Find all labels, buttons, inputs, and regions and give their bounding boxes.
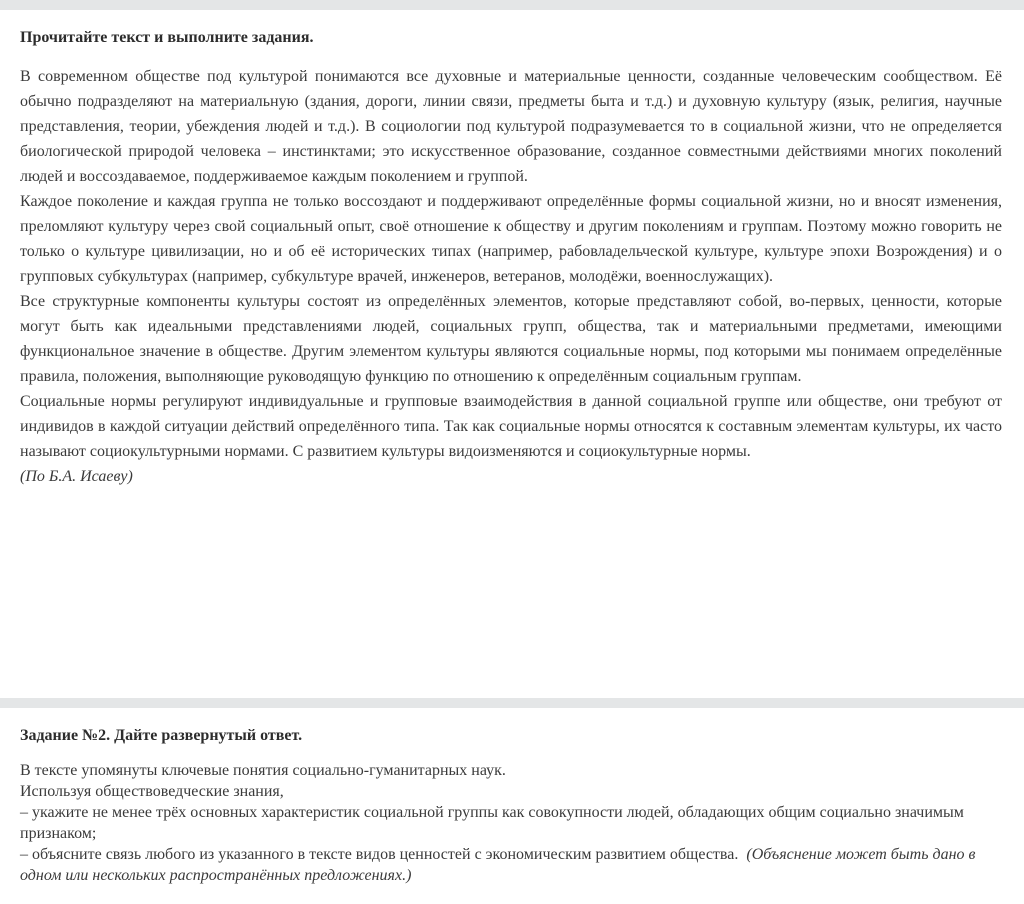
task-line bbox=[20, 844, 1002, 886]
task-note: (Объяснение может быть дано в одном или нескольких распространённых предложениях.) bbox=[20, 846, 976, 884]
reading-instruction: Прочитайте текст и выполните задания. bbox=[20, 29, 314, 46]
passage-paragraph: В современном обществе под культурой понимаются все духовные и материальные ценности, созданные человеческим сообществом. Её обычно подразделяют на материальную (здания, дороги, линии связи, предметы быта и т.д.) и духовную культуру (язык, религия, научные представления, теории, убеждения людей и т.д.). В социологии под культурой подразумевается то в социальной жизни, что не определяется биологической природой человека – инстинктами; это искусственное образование, созданное совместными действиями многих поколений людей и воссоздаваемое, поддерживаемое каждым поколением и группой. bbox=[20, 68, 1002, 185]
task-title: Задание №2. Дайте развернутый ответ. bbox=[20, 727, 303, 744]
passage-paragraph: Каждое поколение и каждая группа не только воссоздают и поддерживают определённые формы социальной жизни, но и вносят изменения, преломляют культуру через свой социальный опыт, своё отношение к обществу и другим поколениям и группам. Поэтому можно говорить не только о культуре цивилизации, но и об её исторических типах (например, рабовладельческой культуре, культуре эпохи Возрождения) и о групповых субкультурах (например, субкультуре врачей, инженеров, ветеранов, молодёжи, военнослужащих). bbox=[20, 193, 1002, 285]
passage-paragraph: Все структурные компоненты культуры состоят из определённых элементов, которые представляют собой, во-первых, ценности, которые могут быть как идеальными представлениями людей, социальных групп, общества, так и материальными предметами, имеющими функциональное значение в обществе. Другим элементом культуры являются социальные нормы, под которыми мы понимаем определённые правила, положения, выполняющие руководящую функцию по отношению к определённым социальным группам. bbox=[20, 293, 1002, 385]
section-divider-bar bbox=[0, 698, 1024, 708]
reading-passage bbox=[20, 64, 1002, 489]
passage-paragraph: Социальные нормы регулируют индивидуальные и групповые взаимодействия в данной социальной группе или обществе, они требуют от индивидов в каждой ситуации действий определённого типа. Так как социальные нормы относятся к составным элементам культуры, их часто называют социокультурными нормами. С развитием культуры видоизменяются и социокультурные нормы. bbox=[20, 393, 1002, 460]
top-divider-bar bbox=[0, 0, 1024, 10]
task-instructions bbox=[20, 760, 1002, 886]
task-line-text: – объясните связь любого из указанного в тексте видов ценностей с экономическим развитием общества. bbox=[20, 846, 739, 863]
reading-text-card bbox=[0, 28, 1024, 698]
task-card bbox=[0, 726, 1024, 886]
task-line: Используя обществоведческие знания, bbox=[20, 783, 284, 800]
passage-source: (По Б.А. Исаеву) bbox=[20, 468, 133, 485]
task-line: В тексте упомянуты ключевые понятия социально-гуманитарных наук. bbox=[20, 762, 506, 779]
task-line: – укажите не менее трёх основных характеристик социальной группы как совокупности людей, обладающих общим социально значимым признаком; bbox=[20, 804, 964, 842]
